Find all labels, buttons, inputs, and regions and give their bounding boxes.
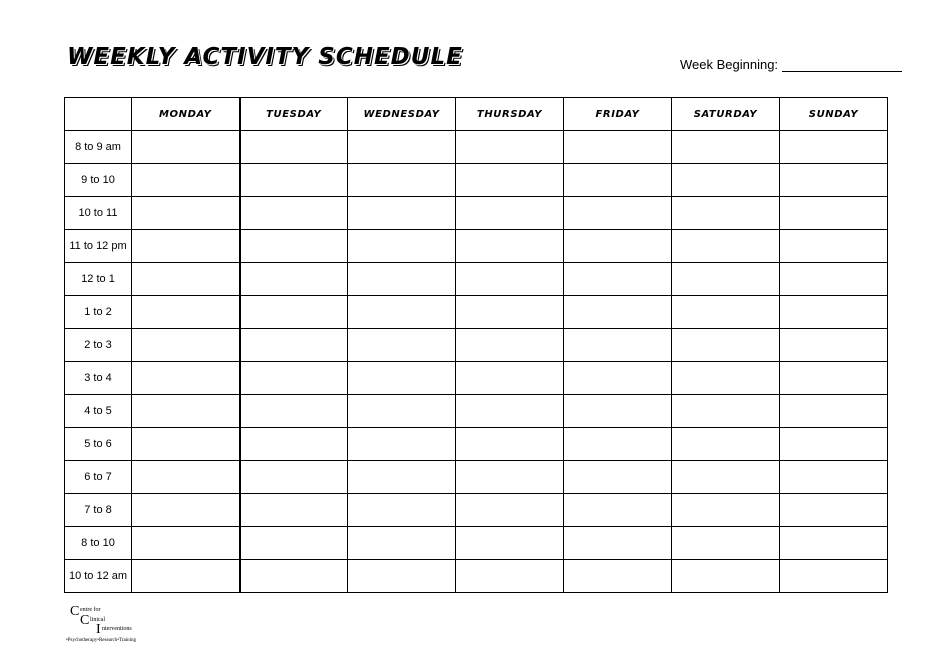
schedule-cell-saturday[interactable]: [672, 494, 780, 527]
schedule-cell-saturday[interactable]: [672, 263, 780, 296]
schedule-cell-saturday[interactable]: [672, 428, 780, 461]
schedule-cell-wednesday[interactable]: [348, 230, 456, 263]
cci-logo: C entre for C linical I nterventions •Psychotherapy•Research•Training: [66, 604, 137, 643]
time-row: [65, 197, 888, 230]
time-slot-label: 8 to 9 am: [65, 131, 132, 164]
time-row: [65, 131, 888, 164]
schedule-cell-tuesday[interactable]: [240, 362, 348, 395]
schedule-cell-sunday[interactable]: [780, 263, 888, 296]
schedule-cell-wednesday[interactable]: [348, 164, 456, 197]
schedule-cell-monday[interactable]: [132, 230, 240, 263]
schedule-cell-friday[interactable]: [564, 560, 672, 593]
schedule-cell-tuesday[interactable]: [240, 527, 348, 560]
schedule-cell-monday[interactable]: [132, 329, 240, 362]
schedule-cell-friday[interactable]: [564, 395, 672, 428]
schedule-cell-thursday[interactable]: [456, 230, 564, 263]
schedule-cell-tuesday[interactable]: [240, 164, 348, 197]
schedule-cell-friday[interactable]: [564, 197, 672, 230]
schedule-cell-wednesday[interactable]: [348, 131, 456, 164]
schedule-cell-friday[interactable]: [564, 329, 672, 362]
schedule-cell-wednesday[interactable]: [348, 428, 456, 461]
time-row: [65, 461, 888, 494]
schedule-cell-tuesday[interactable]: [240, 230, 348, 263]
schedule-cell-tuesday[interactable]: [240, 263, 348, 296]
schedule-cell-thursday[interactable]: [456, 461, 564, 494]
schedule-cell-saturday[interactable]: [672, 131, 780, 164]
schedule-cell-wednesday[interactable]: [348, 329, 456, 362]
schedule-cell-monday[interactable]: [132, 263, 240, 296]
time-slot-label: 10 to 12 am: [65, 560, 132, 593]
schedule-cell-wednesday[interactable]: [348, 197, 456, 230]
time-slot-label: 1 to 2: [65, 296, 132, 329]
time-slot-label: 7 to 8: [65, 494, 132, 527]
day-header-sunday: SUNDAY: [780, 98, 888, 131]
day-header-tuesday: TUESDAY: [240, 98, 348, 131]
schedule-cell-monday[interactable]: [132, 164, 240, 197]
time-slot-label: 9 to 10: [65, 164, 132, 197]
schedule-cell-monday[interactable]: [132, 461, 240, 494]
week-beginning-line[interactable]: [782, 57, 902, 72]
schedule-cell-wednesday[interactable]: [348, 461, 456, 494]
schedule-cell-saturday[interactable]: [672, 362, 780, 395]
schedule-cell-thursday[interactable]: [456, 329, 564, 362]
schedule-cell-thursday[interactable]: [456, 428, 564, 461]
schedule-cell-saturday[interactable]: [672, 527, 780, 560]
day-header-row: [65, 98, 888, 131]
schedule-cell-sunday[interactable]: [780, 296, 888, 329]
schedule-cell-friday[interactable]: [564, 461, 672, 494]
schedule-cell-friday[interactable]: [564, 527, 672, 560]
schedule-table: [64, 97, 888, 593]
schedule-cell-sunday[interactable]: [780, 395, 888, 428]
day-header-thursday: THURSDAY: [456, 98, 564, 131]
schedule-cell-tuesday[interactable]: [240, 494, 348, 527]
schedule-cell-thursday[interactable]: [456, 131, 564, 164]
schedule-cell-thursday[interactable]: [456, 362, 564, 395]
day-header-monday: MONDAY: [132, 98, 240, 131]
time-row: [65, 296, 888, 329]
time-row: [65, 263, 888, 296]
schedule-cell-tuesday[interactable]: [240, 395, 348, 428]
schedule-cell-wednesday[interactable]: [348, 296, 456, 329]
schedule-cell-saturday[interactable]: [672, 164, 780, 197]
corner-cell: [65, 98, 132, 131]
time-row: [65, 494, 888, 527]
time-row: [65, 164, 888, 197]
time-row: [65, 230, 888, 263]
schedule-cell-sunday[interactable]: [780, 560, 888, 593]
schedule-cell-saturday[interactable]: [672, 197, 780, 230]
schedule-cell-wednesday[interactable]: [348, 362, 456, 395]
time-row: [65, 395, 888, 428]
schedule-cell-tuesday[interactable]: [240, 428, 348, 461]
schedule-cell-friday[interactable]: [564, 296, 672, 329]
schedule-cell-sunday[interactable]: [780, 527, 888, 560]
schedule-cell-monday[interactable]: [132, 197, 240, 230]
schedule-cell-friday[interactable]: [564, 428, 672, 461]
schedule-cell-sunday[interactable]: [780, 230, 888, 263]
schedule-cell-friday[interactable]: [564, 131, 672, 164]
week-beginning-field[interactable]: [680, 57, 902, 72]
week-beginning-label: Week Beginning:: [680, 57, 779, 72]
time-slot-label: 3 to 4: [65, 362, 132, 395]
schedule-cell-thursday[interactable]: [456, 197, 564, 230]
day-header-friday: FRIDAY: [564, 98, 672, 131]
schedule-cell-monday[interactable]: [132, 494, 240, 527]
schedule-cell-sunday[interactable]: [780, 428, 888, 461]
schedule-cell-tuesday[interactable]: [240, 560, 348, 593]
page-title: WEEKLY ACTIVITY SCHEDULE: [67, 44, 463, 70]
schedule-cell-tuesday[interactable]: [240, 296, 348, 329]
schedule-cell-sunday[interactable]: [780, 131, 888, 164]
schedule-cell-tuesday[interactable]: [240, 131, 348, 164]
schedule-cell-saturday[interactable]: [672, 296, 780, 329]
schedule-cell-saturday[interactable]: [672, 461, 780, 494]
schedule-cell-tuesday[interactable]: [240, 329, 348, 362]
time-slot-label: 4 to 5: [65, 395, 132, 428]
schedule-cell-friday[interactable]: [564, 263, 672, 296]
schedule-cell-monday[interactable]: [132, 362, 240, 395]
schedule-cell-monday[interactable]: [132, 428, 240, 461]
schedule-cell-monday[interactable]: [132, 560, 240, 593]
schedule-cell-thursday[interactable]: [456, 560, 564, 593]
time-slot-label: 2 to 3: [65, 329, 132, 362]
schedule-cell-wednesday[interactable]: [348, 527, 456, 560]
schedule-cell-sunday[interactable]: [780, 461, 888, 494]
schedule-cell-friday[interactable]: [564, 164, 672, 197]
time-row: [65, 560, 888, 593]
schedule-cell-friday[interactable]: [564, 230, 672, 263]
schedule-cell-monday[interactable]: [132, 395, 240, 428]
schedule-cell-monday[interactable]: [132, 131, 240, 164]
time-slot-label: 8 to 10: [65, 527, 132, 560]
schedule-cell-thursday[interactable]: [456, 494, 564, 527]
schedule-cell-wednesday[interactable]: [348, 263, 456, 296]
schedule-cell-wednesday[interactable]: [348, 494, 456, 527]
schedule-cell-saturday[interactable]: [672, 560, 780, 593]
day-header-saturday: SATURDAY: [672, 98, 780, 131]
time-slot-label: 5 to 6: [65, 428, 132, 461]
time-slot-label: 12 to 1: [65, 263, 132, 296]
schedule-cell-monday[interactable]: [132, 296, 240, 329]
time-row: [65, 329, 888, 362]
schedule-cell-friday[interactable]: [564, 362, 672, 395]
schedule-cell-saturday[interactable]: [672, 329, 780, 362]
schedule-cell-thursday[interactable]: [456, 164, 564, 197]
schedule-cell-sunday[interactable]: [780, 494, 888, 527]
schedule-cell-friday[interactable]: [564, 494, 672, 527]
day-header-wednesday: WEDNESDAY: [348, 98, 456, 131]
time-row: [65, 362, 888, 395]
time-slot-label: 6 to 7: [65, 461, 132, 494]
time-slot-label: 11 to 12 pm: [65, 230, 132, 263]
schedule-cell-saturday[interactable]: [672, 395, 780, 428]
schedule-cell-thursday[interactable]: [456, 296, 564, 329]
schedule-cell-sunday[interactable]: [780, 164, 888, 197]
time-slot-label: 10 to 11: [65, 197, 132, 230]
schedule-cell-thursday[interactable]: [456, 527, 564, 560]
schedule-cell-wednesday[interactable]: [348, 395, 456, 428]
schedule-cell-tuesday[interactable]: [240, 197, 348, 230]
schedule-cell-saturday[interactable]: [672, 230, 780, 263]
time-row: [65, 527, 888, 560]
schedule-cell-thursday[interactable]: [456, 263, 564, 296]
schedule-cell-sunday[interactable]: [780, 329, 888, 362]
schedule-cell-thursday[interactable]: [456, 395, 564, 428]
time-row: [65, 428, 888, 461]
schedule-cell-sunday[interactable]: [780, 197, 888, 230]
schedule-cell-sunday[interactable]: [780, 362, 888, 395]
schedule-cell-monday[interactable]: [132, 527, 240, 560]
schedule-cell-wednesday[interactable]: [348, 560, 456, 593]
schedule-cell-tuesday[interactable]: [240, 461, 348, 494]
